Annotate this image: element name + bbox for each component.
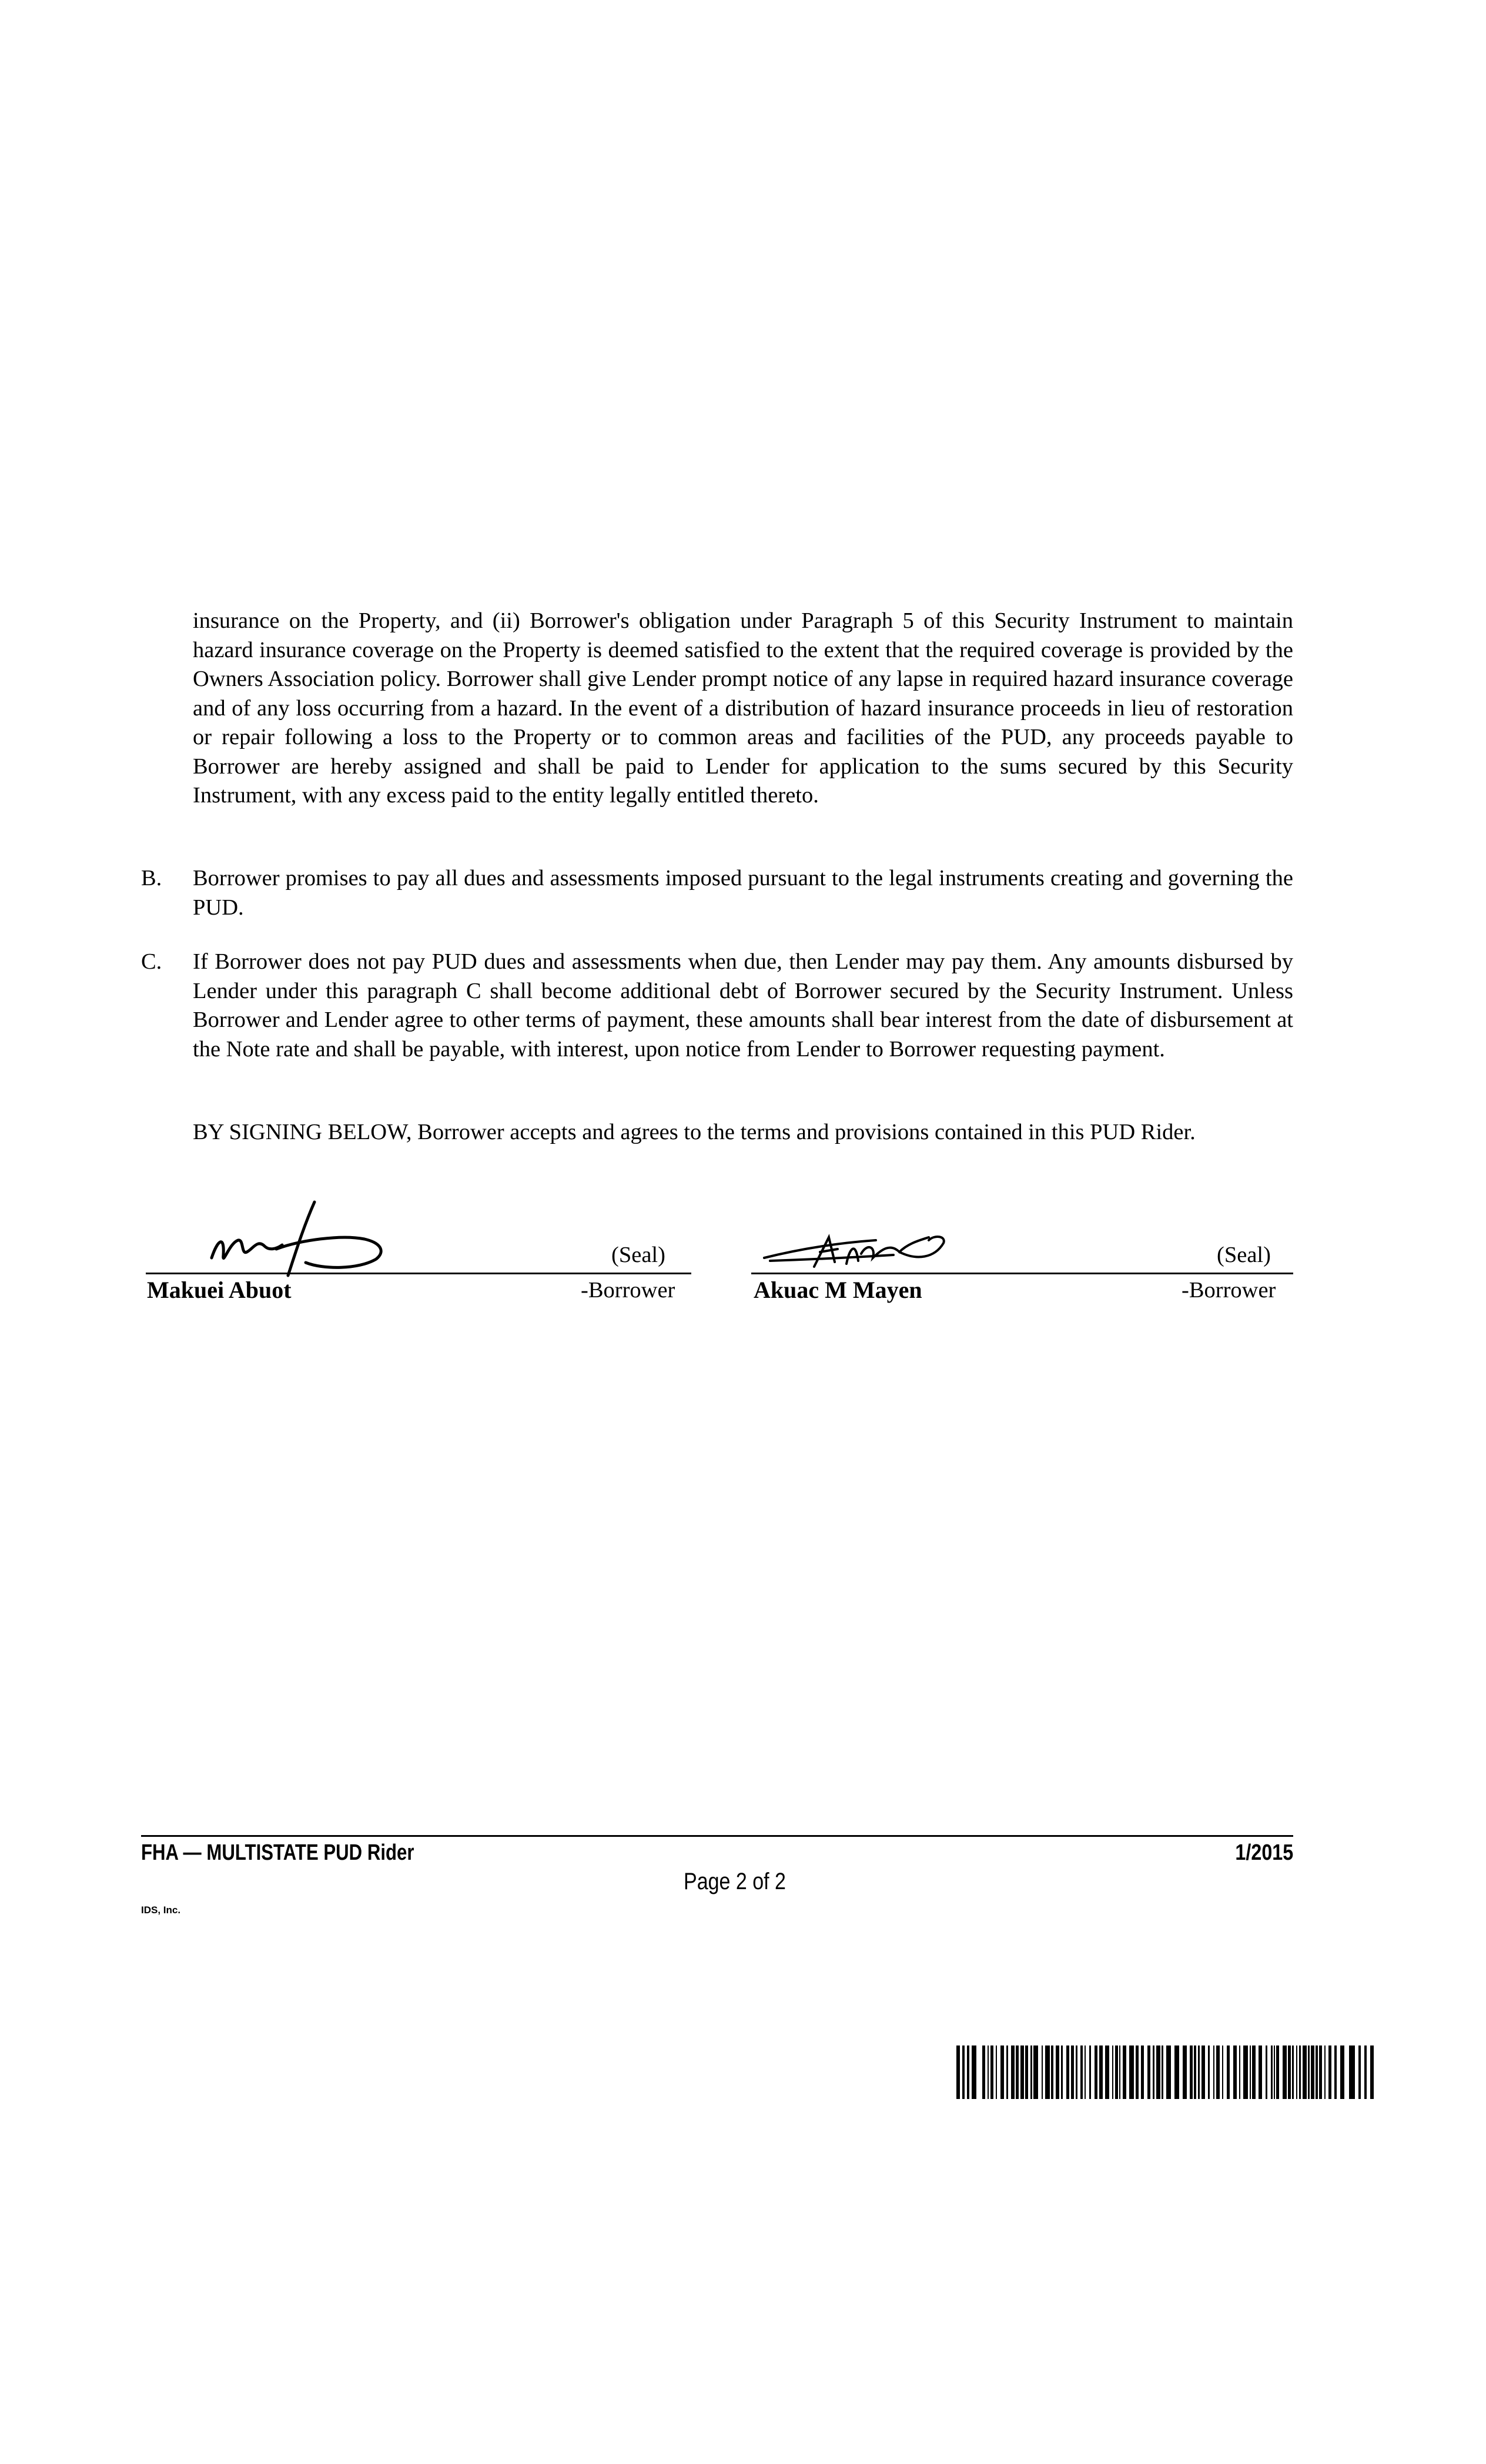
- barcode-bar: [1030, 2045, 1032, 2099]
- barcode-bar: [1020, 2045, 1024, 2099]
- item-text: If Borrower does not pay PUD dues and assessments when due, then Lender may pay them. Any amounts disbursed by Lender under this paragraph C shall become additional debt of Borrower secured by the Security Instrument. Unless Borrower and Lender agree to other terms of payment, these amounts shall bear interest from the date of disbursement at the Note rate and shall be payable, with interest, upon notice from Lender to Borrower requesting payment.: [193, 949, 1293, 1062]
- barcode-bar: [1000, 2045, 1004, 2099]
- barcode-bar: [1033, 2045, 1038, 2099]
- barcode-bar: [1213, 2045, 1214, 2099]
- barcode-bar: [988, 2045, 989, 2099]
- barcode-bar: [1299, 2045, 1301, 2099]
- barcode-bar: [1051, 2045, 1053, 2099]
- barcode-bar: [1016, 2045, 1019, 2099]
- footer-rule: [141, 1835, 1293, 1837]
- item-letter: B.: [141, 866, 162, 890]
- signature-line: [751, 1273, 1293, 1274]
- form-title: FHA — MULTISTATE PUD Rider: [141, 1840, 414, 1865]
- barcode-bar: [1252, 2045, 1256, 2099]
- barcode-bar: [1296, 2045, 1297, 2099]
- barcode-bar: [996, 2045, 997, 2099]
- barcode-bar: [1283, 2045, 1287, 2099]
- barcode-bar: [1259, 2045, 1262, 2099]
- item-letter: C.: [141, 949, 162, 974]
- barcode-bar: [1340, 2045, 1344, 2099]
- seal-label: (Seal): [1217, 1243, 1271, 1267]
- barcode-bar: [1099, 2045, 1103, 2099]
- barcode-bar: [1222, 2045, 1223, 2099]
- barcode-bar: [1119, 2045, 1120, 2099]
- barcode-bar: [1292, 2045, 1294, 2099]
- seal-label: (Seal): [611, 1243, 665, 1267]
- barcode-bar: [1239, 2045, 1240, 2099]
- barcode-bar: [1045, 2045, 1050, 2099]
- barcode-bar: [1076, 2045, 1077, 2099]
- barcode-bar: [1011, 2045, 1015, 2099]
- barcode-bar: [1274, 2045, 1275, 2099]
- barcode-bar: [1006, 2045, 1008, 2099]
- vendor-label: IDS, Inc.: [141, 1904, 181, 1916]
- barcode-bar: [1153, 2045, 1154, 2099]
- barcode-bar: [1129, 2045, 1134, 2099]
- barcode-bar: [1370, 2045, 1374, 2099]
- barcode-bar: [1115, 2045, 1118, 2099]
- signer-role: -Borrower: [1182, 1278, 1276, 1303]
- barcode-bar: [1311, 2045, 1314, 2099]
- list-item-b: [141, 864, 1293, 922]
- barcode-bar: [1042, 2045, 1043, 2099]
- barcode-bar: [1085, 2045, 1086, 2099]
- barcode-bar: [1243, 2045, 1248, 2099]
- barcode-bar: [1056, 2045, 1059, 2099]
- signature-akuac-m-mayen: [758, 1226, 958, 1278]
- closing-statement: BY SIGNING BELOW, Borrower accepts and agrees to the terms and provisions contained in this PUD Rider.: [193, 1120, 1196, 1144]
- barcode-bar: [1105, 2045, 1109, 2099]
- barcode-bar: [1324, 2045, 1326, 2099]
- barcode-bar: [1174, 2045, 1179, 2099]
- barcode-bar: [1201, 2045, 1205, 2099]
- barcode-bar: [1080, 2045, 1083, 2099]
- page-number: Page 2 of 2: [684, 1869, 786, 1894]
- barcode-bar: [1061, 2045, 1063, 2099]
- barcode-bar: [1156, 2045, 1160, 2099]
- barcode-bar: [1025, 2045, 1028, 2099]
- barcode-bar: [1266, 2045, 1267, 2099]
- barcode-bar: [1227, 2045, 1230, 2099]
- barcode-bar: [1136, 2045, 1139, 2099]
- barcode-bar: [1303, 2045, 1307, 2099]
- barcode-bar: [967, 2045, 969, 2099]
- barcode-bar: [1066, 2045, 1069, 2099]
- barcode-bar: [1183, 2045, 1187, 2099]
- barcode-bar: [1162, 2045, 1163, 2099]
- barcode-bar: [1308, 2045, 1310, 2099]
- barcode: [956, 2045, 1375, 2099]
- barcode-bar: [1349, 2045, 1355, 2099]
- barcode-bar: [1190, 2045, 1193, 2099]
- barcode-bar: [1216, 2045, 1220, 2099]
- signature-line: [146, 1273, 691, 1274]
- signature-makuei-abuot: [188, 1193, 400, 1281]
- barcode-bar: [1276, 2045, 1279, 2099]
- barcode-bar: [972, 2045, 976, 2099]
- barcode-bar: [1364, 2045, 1367, 2099]
- form-date: 1/2015: [1235, 1840, 1293, 1865]
- barcode-bar: [1071, 2045, 1074, 2099]
- list-item-c: [141, 948, 1293, 1064]
- barcode-bar: [1358, 2045, 1361, 2099]
- barcode-bar: [1316, 2045, 1318, 2099]
- barcode-bar: [1208, 2045, 1210, 2099]
- barcode-bar: [1095, 2045, 1097, 2099]
- barcode-bar: [1198, 2045, 1200, 2099]
- barcode-bar: [1334, 2045, 1337, 2099]
- barcode-bar: [1147, 2045, 1150, 2099]
- signer-role: -Borrower: [581, 1278, 675, 1303]
- signer-name: Akuac M Mayen: [754, 1277, 922, 1303]
- barcode-bar: [1123, 2045, 1126, 2099]
- barcode-bar: [990, 2045, 993, 2099]
- barcode-bar: [1194, 2045, 1196, 2099]
- signer-name: Makuei Abuot: [147, 1277, 292, 1303]
- barcode-bar: [1089, 2045, 1091, 2099]
- barcode-bar: [1112, 2045, 1113, 2099]
- item-text: Borrower promises to pay all dues and assessments imposed pursuant to the legal instruments creating and governing the PUD.: [193, 866, 1293, 920]
- barcode-bar: [1319, 2045, 1322, 2099]
- continuation-paragraph: insurance on the Property, and (ii) Borrower's obligation under Paragraph 5 of this Security Instrument to maintain hazard insurance coverage on the Property is deemed satisfied to the extent that the required coverage is provided by the Owners Association policy. Borrower shall give Lender prompt notice of any lapse in required hazard insurance coverage and of any loss occurring from a hazard. In the event of a distribution of hazard insurance proceeds in lieu of restoration or repair following a loss to the Property or to common areas and facilities of the PUD, any proceeds payable to Borrower are hereby assigned and shall be paid to Lender for application to the sums secured by this Security Instrument, with any excess paid to the entity legally entitled thereto.: [193, 608, 1293, 808]
- barcode-bar: [1288, 2045, 1291, 2099]
- barcode-bar: [1166, 2045, 1171, 2099]
- barcode-bar: [956, 2045, 960, 2099]
- barcode-bar: [1250, 2045, 1251, 2099]
- barcode-bar: [962, 2045, 965, 2099]
- barcode-bar: [1328, 2045, 1331, 2099]
- barcode-bar: [1271, 2045, 1273, 2099]
- barcode-bar: [982, 2045, 985, 2099]
- barcode-bar: [1233, 2045, 1237, 2099]
- barcode-bar: [1141, 2045, 1144, 2099]
